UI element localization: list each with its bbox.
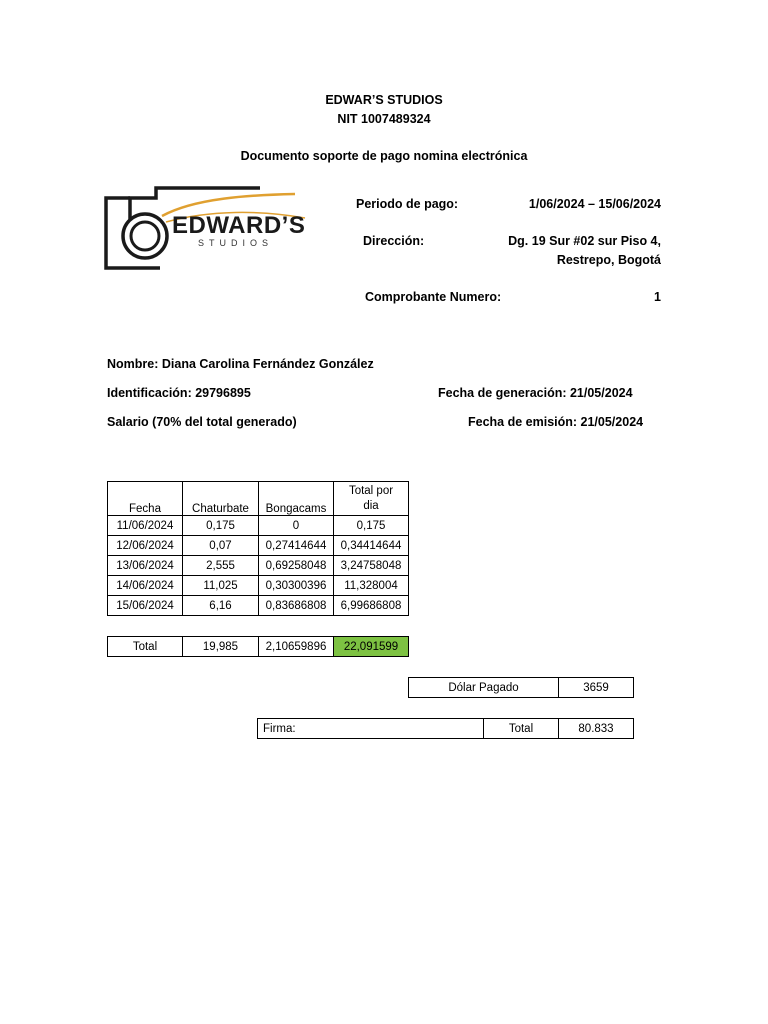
dolar-table: [408, 677, 634, 698]
cell-bongacams: 0,83686808: [259, 596, 334, 616]
direccion-label: Dirección:: [363, 234, 425, 248]
direccion-line2: Restrepo, Bogotá: [556, 253, 661, 267]
cell-fecha: 13/06/2024: [108, 556, 183, 576]
total-row: [108, 637, 409, 657]
cell-fecha: 15/06/2024: [108, 596, 183, 616]
document-title: Documento soporte de pago nomina electrónica: [240, 149, 528, 163]
dolar-value: 3659: [559, 678, 634, 698]
firma-total-value: 80.833: [559, 719, 634, 739]
totals-table: [107, 636, 409, 657]
cell-total: 3,24758048: [334, 556, 409, 576]
cell-total: 0,34414644: [334, 536, 409, 556]
dolar-label: Dólar Pagado: [409, 678, 559, 698]
employee-name: Nombre: Diana Carolina Fernández González: [107, 357, 374, 371]
total-bongacams: 2,10659896: [259, 637, 334, 657]
comprobante-label: Comprobante Numero:: [365, 290, 502, 304]
firma-table: [257, 718, 634, 739]
comprobante-value: 1: [654, 290, 661, 304]
cell-chaturbate: 0,175: [183, 516, 259, 536]
total-chaturbate: 19,985: [183, 637, 259, 657]
firma-row: [258, 719, 634, 739]
earnings-table: [107, 481, 409, 616]
logo-brand-text: EDWARD’S: [172, 212, 306, 239]
direccion-line1: Dg. 19 Sur #02 sur Piso 4,: [508, 234, 661, 248]
header-total-line1: Total por: [348, 484, 394, 497]
company-nit: NIT 1007489324: [337, 112, 431, 126]
table-row: [108, 556, 409, 576]
employee-id: Identificación: 29796895: [107, 386, 251, 400]
salario-label: Salario (70% del total generado): [107, 415, 297, 429]
table-row: [108, 576, 409, 596]
fecha-generacion: Fecha de generación: 21/05/2024: [438, 386, 633, 400]
cell-bongacams: 0,30300396: [259, 576, 334, 596]
company-name: EDWAR’S STUDIOS: [325, 93, 443, 107]
cell-total: 6,99686808: [334, 596, 409, 616]
fecha-emision: Fecha de emisión: 21/05/2024: [468, 415, 644, 429]
total-label: Total: [108, 637, 183, 657]
cell-chaturbate: 0,07: [183, 536, 259, 556]
firma-total-label: Total: [484, 719, 559, 739]
cell-fecha: 14/06/2024: [108, 576, 183, 596]
header-chaturbate: Chaturbate: [183, 482, 259, 516]
periodo-value: 1/06/2024 – 15/06/2024: [528, 197, 661, 211]
table-header-row: [108, 482, 409, 516]
header-fecha: Fecha: [108, 482, 183, 516]
header-bongacams: Bongacams: [259, 482, 334, 516]
cell-chaturbate: 2,555: [183, 556, 259, 576]
header-total-por-dia: [334, 482, 409, 516]
cell-bongacams: 0: [259, 516, 334, 536]
cell-bongacams: 0,27414644: [259, 536, 334, 556]
periodo-label: Periodo de pago:: [356, 197, 459, 211]
cell-bongacams: 0,69258048: [259, 556, 334, 576]
cell-fecha: 12/06/2024: [108, 536, 183, 556]
table-row: [108, 536, 409, 556]
header-total-line2: dia: [363, 499, 379, 512]
cell-chaturbate: 6,16: [183, 596, 259, 616]
cell-total: 0,175: [334, 516, 409, 536]
table-row: [108, 516, 409, 536]
dolar-row: [409, 678, 634, 698]
cell-chaturbate: 11,025: [183, 576, 259, 596]
cell-fecha: 11/06/2024: [108, 516, 183, 536]
table-row: [108, 596, 409, 616]
cell-total: 11,328004: [334, 576, 409, 596]
logo-sub-text: STUDIOS: [198, 238, 274, 248]
company-logo: [100, 180, 320, 275]
total-general: 22,091599: [334, 637, 409, 657]
firma-label: Firma:: [258, 719, 484, 739]
